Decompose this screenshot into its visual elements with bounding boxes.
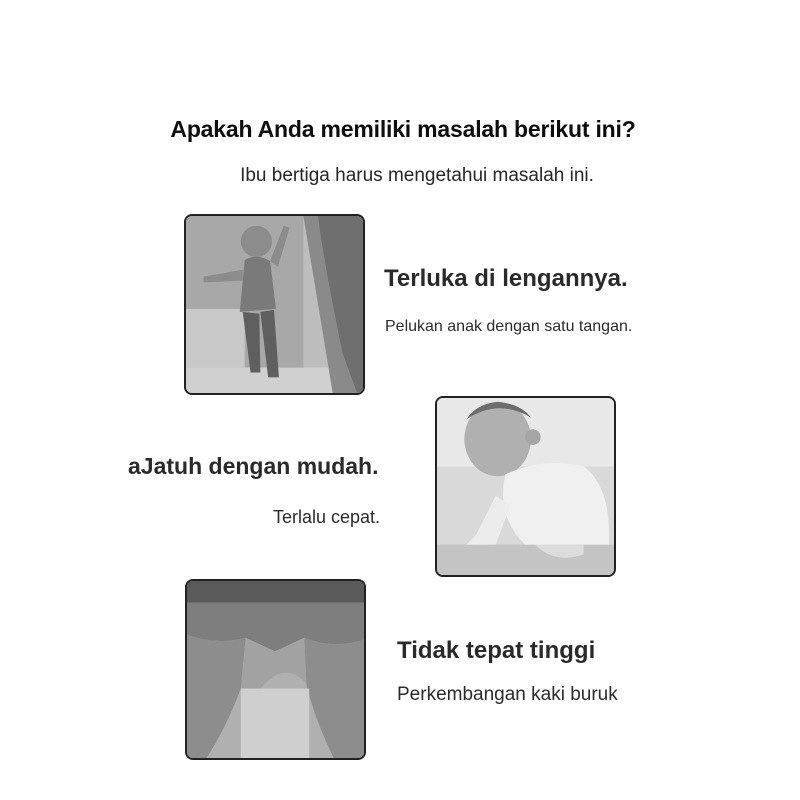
baby-crawling-illustration	[437, 398, 614, 575]
toddler-walking-illustration	[186, 216, 363, 393]
baby-crawling-photo	[435, 396, 616, 577]
page-subtitle: Ibu bertiga harus mengetahui masalah ini.	[240, 165, 594, 186]
problem-3-description: Perkembangan kaki buruk	[397, 684, 618, 705]
problem-1-description: Pelukan anak dengan satu tangan.	[385, 318, 633, 335]
problem-2-description: Terlalu cepat.	[273, 507, 381, 527]
problem-1-title: Terluka di lengannya.	[384, 265, 628, 292]
toddler-walking-photo	[184, 214, 365, 395]
baby-legs-illustration	[187, 581, 364, 758]
problem-2-title: aJatuh dengan mudah.	[128, 453, 379, 479]
baby-legs-photo	[185, 579, 366, 760]
page-title: Apakah Anda memiliki masalah berikut ini?	[170, 116, 636, 142]
problem-3-title: Tidak tepat tinggi	[397, 637, 596, 664]
